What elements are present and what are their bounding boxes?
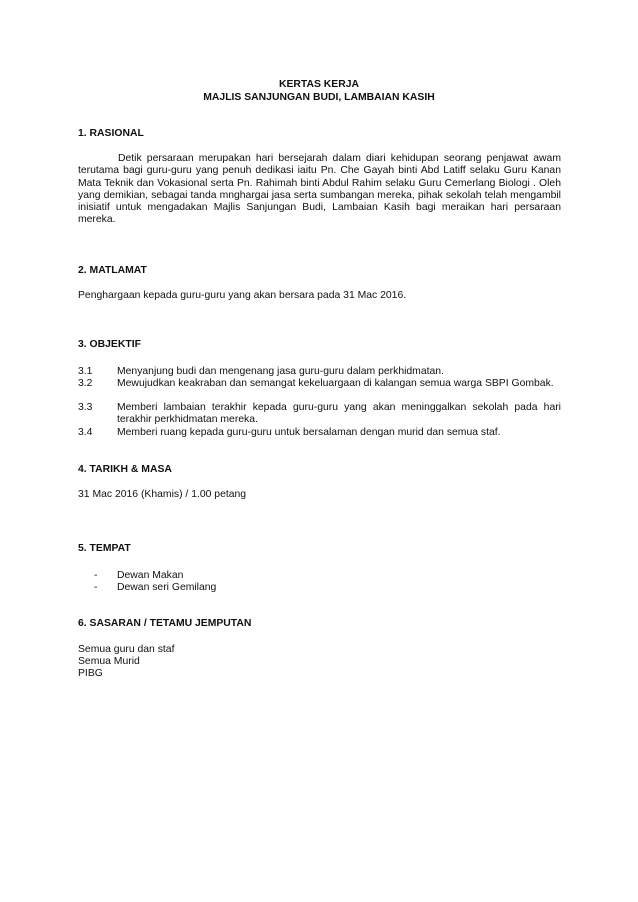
section-heading-matlamat: 2. MATLAMAT xyxy=(78,265,147,276)
rasional-body: Detik persaraan merupakan hari bersejarah dalam diari kehidupan seorang penjawat awam terutama bagi guru-guru yang penuh dedikasi iaitu Pn. Che Gayah binti Abd Latiff selaku Guru Kanan Mata Teknik dan Vokasional serta Pn. Rahimah binti Abdul Rahim selaku Guru Cemerlang Biologi . Oleh yang demikian, sebagai tanda mnghargai jasa serta sumbangan mereka, pihak sekolah telah mengambil inisiatif untuk mengadakan Majlis Sanjungan Budi, Lambaian Kasih bagi meraikan hari persaraan mereka. xyxy=(78,153,561,226)
document-title xyxy=(0,78,638,104)
objective-text: Memberi ruang kepada guru-guru untuk bersalaman dengan murid dan semua staf. xyxy=(117,427,501,438)
objective-text: Menyanjung budi dan mengenang jasa guru-guru dalam perkhidmatan. xyxy=(117,366,444,377)
tempat-item-text: Dewan seri Gemilang xyxy=(117,582,217,593)
objective-item xyxy=(78,378,561,390)
matlamat-body: Penghargaan kepada guru-guru yang akan bersara pada 31 Mac 2016. xyxy=(78,290,407,301)
list-item xyxy=(94,582,216,594)
dash-bullet: - xyxy=(94,582,98,593)
rasional-paragraph xyxy=(78,153,561,227)
objective-number: 3.1 xyxy=(78,366,93,377)
list-item: Semua Murid xyxy=(78,656,140,668)
tarikh-body: 31 Mac 2016 (Khamis) / 1.00 petang xyxy=(78,489,247,500)
title-line-1: KERTAS KERJA xyxy=(278,79,360,90)
objective-number: 3.2 xyxy=(78,378,93,389)
section-heading-objektif: 3. OBJEKTIF xyxy=(78,339,141,350)
objective-text: Memberi lambaian terakhir kepada guru-guru yang akan meninggalkan sekolah pada hari terakhir perkhidmatan mereka. xyxy=(117,402,561,426)
objective-text: Mewujudkan keakraban dan semangat kekeluargaan di kalangan semua warga SBPI Gombak. xyxy=(117,378,554,389)
objective-item xyxy=(78,402,561,426)
objective-number: 3.4 xyxy=(78,427,93,438)
tempat-item-text: Dewan Makan xyxy=(117,570,184,581)
title-line-2: MAJLIS SANJUNGAN BUDI, LAMBAIAN KASIH xyxy=(203,92,435,103)
section-heading-tarikh: 4. TARIKH & MASA xyxy=(78,464,172,475)
objective-number: 3.3 xyxy=(78,402,93,413)
sasaran-list xyxy=(78,644,174,681)
objective-item xyxy=(78,427,561,439)
section-heading-rasional: 1. RASIONAL xyxy=(78,128,144,139)
section-heading-tempat: 5. TEMPAT xyxy=(78,543,131,554)
list-item: PIBG xyxy=(78,668,103,680)
section-heading-sasaran: 6. SASARAN / TETAMU JEMPUTAN xyxy=(78,618,252,629)
list-item: Semua guru dan staf xyxy=(78,644,175,655)
dash-bullet: - xyxy=(94,570,98,581)
list-item xyxy=(94,570,183,582)
objective-item xyxy=(78,366,561,378)
